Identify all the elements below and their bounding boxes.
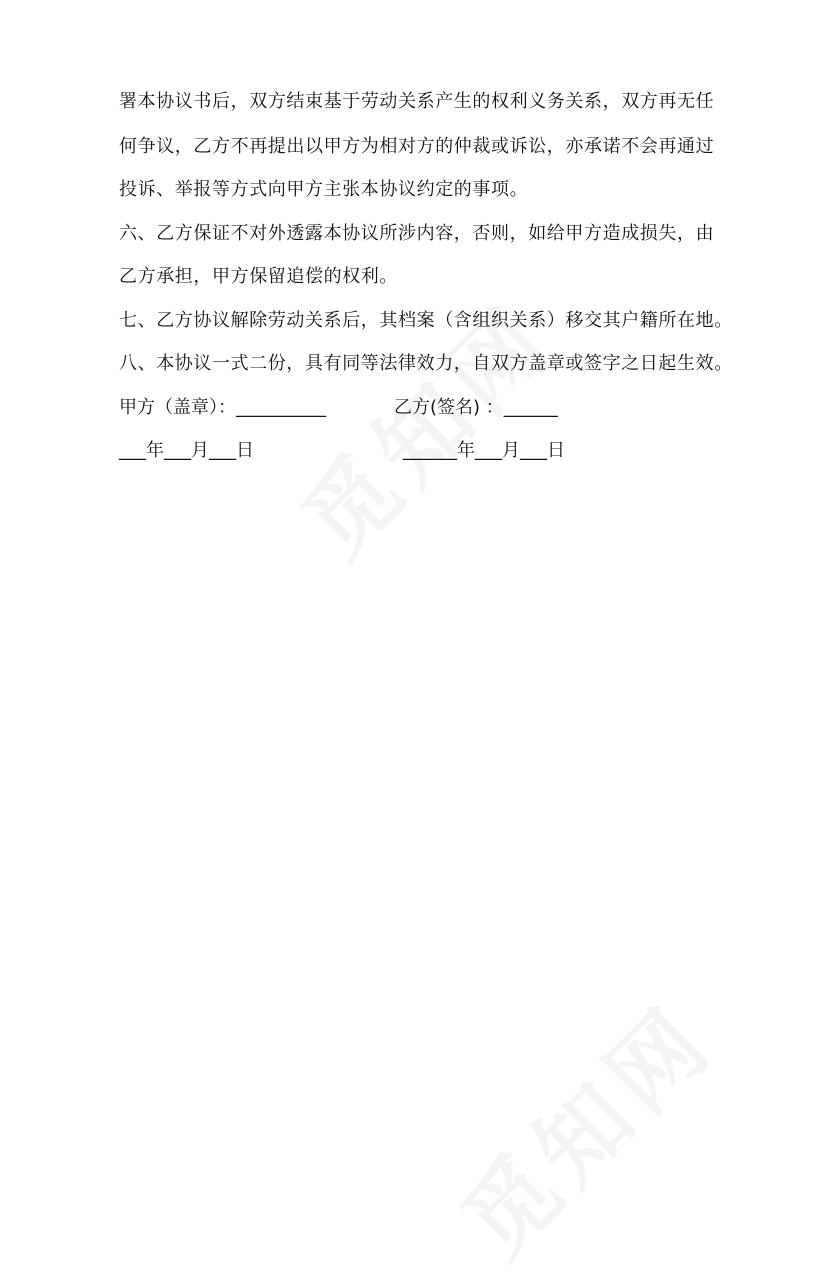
paragraph-line: 投诉、举报等方式向甲方主张本协议约定的事项。 [119,179,529,200]
clause-seven-line: 七、乙方协议解除劳动关系后，其档案（含组织关系）移交其户籍所在地。 [119,310,733,331]
clause-eight-line: 八、本协议一式二份，具有同等法律效力，自双方盖章或签字之日起生效。 [119,353,733,374]
paragraph-line: 何争议，乙方不再提出以甲方为相对方的仲裁或诉讼，亦承诺不会再通过 [119,136,715,157]
clause-six-line: 乙方承担，甲方保留追偿的权利。 [119,266,398,287]
clause-six-line: 六、乙方保证不对外透露本协议所涉内容，否则，如给甲方造成损失，由 [119,223,715,244]
party-a-date: ___年___月___日 [119,440,254,461]
watermark [428,971,738,1281]
paragraph-line: 署本协议书后，双方结束基于劳动关系产生的权利义务关系，双方再无任 [119,91,715,112]
party-a-signature: 甲方（盖章）：__________ [119,397,326,418]
party-b-signature: 乙方(签名) ：______ [394,397,558,418]
party-b-date: ______年___月___日 [403,440,565,461]
